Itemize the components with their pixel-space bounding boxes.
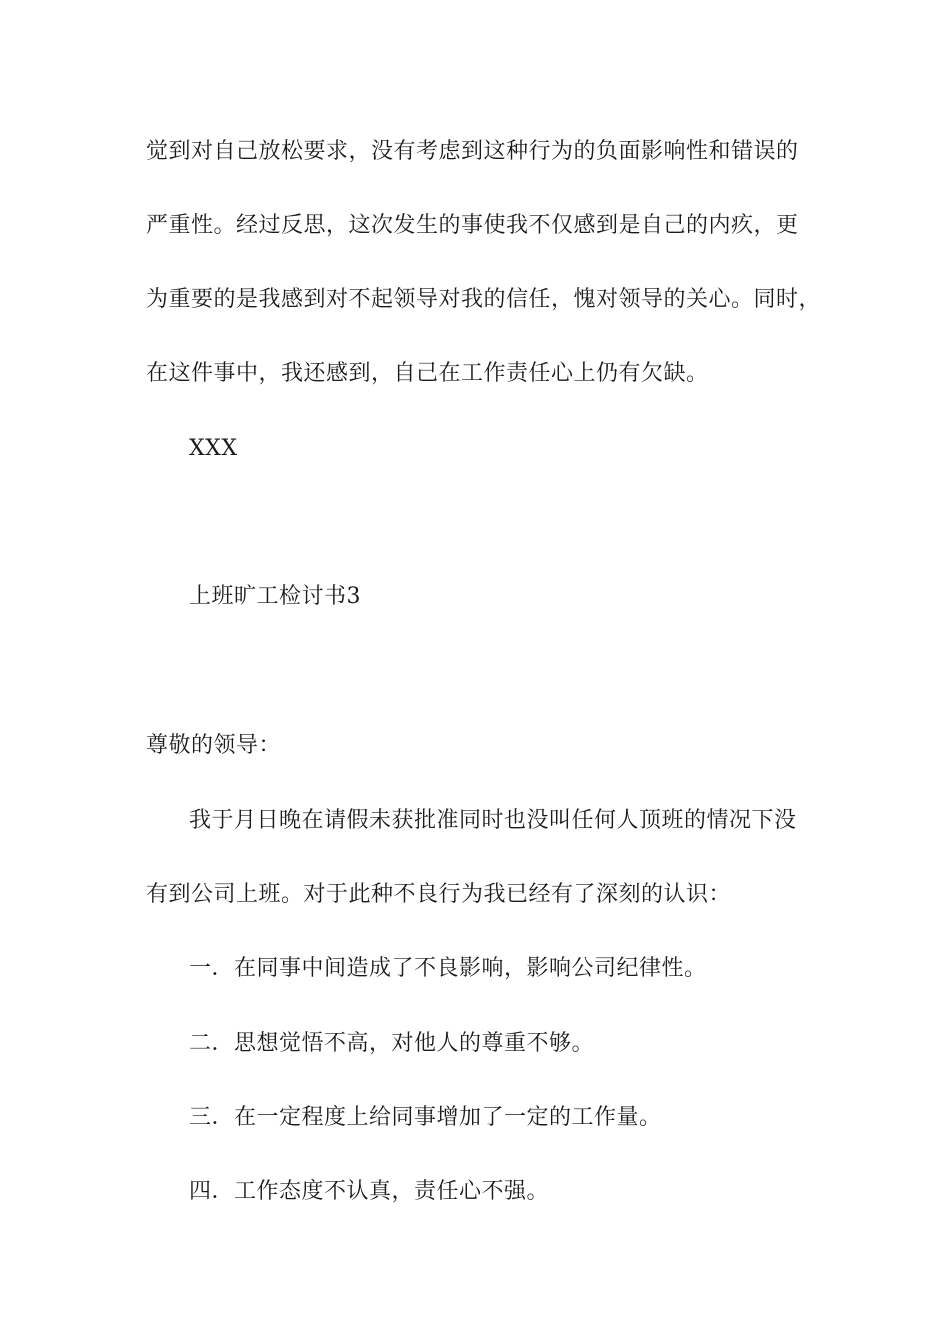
section-title: 上班旷工检讨书3 <box>189 584 361 609</box>
salutation: 尊敬的领导： <box>146 733 282 758</box>
text-line: 有到公司上班。对于此种不良行为我已经有了深刻的认识： <box>146 882 732 907</box>
text-line: 严重性。经过反思，这次发生的事使我不仅感到是自己的内疚，更 <box>146 213 799 238</box>
text-line: 我于月日晚在请假未获批准同时也没叫任何人顶班的情况下没 <box>189 808 797 833</box>
list-item: 一．在同事中间造成了不良影响，影响公司纪律性。 <box>189 956 707 981</box>
signature: XXX <box>189 436 238 461</box>
text-line: 为重要的是我感到对不起领导对我的信任，愧对领导的关心。同时， <box>146 287 822 312</box>
list-item: 二．思想觉悟不高，对他人的尊重不够。 <box>189 1031 595 1056</box>
list-item: 四．工作态度不认真，责任心不强。 <box>189 1179 550 1204</box>
text-line: 觉到对自己放松要求，没有考虑到这种行为的负面影响性和错误的 <box>146 139 799 164</box>
list-item: 三．在一定程度上给同事增加了一定的工作量。 <box>189 1105 662 1130</box>
text-line: 在这件事中，我还感到，自己在工作责任心上仍有欠缺。 <box>146 361 709 386</box>
